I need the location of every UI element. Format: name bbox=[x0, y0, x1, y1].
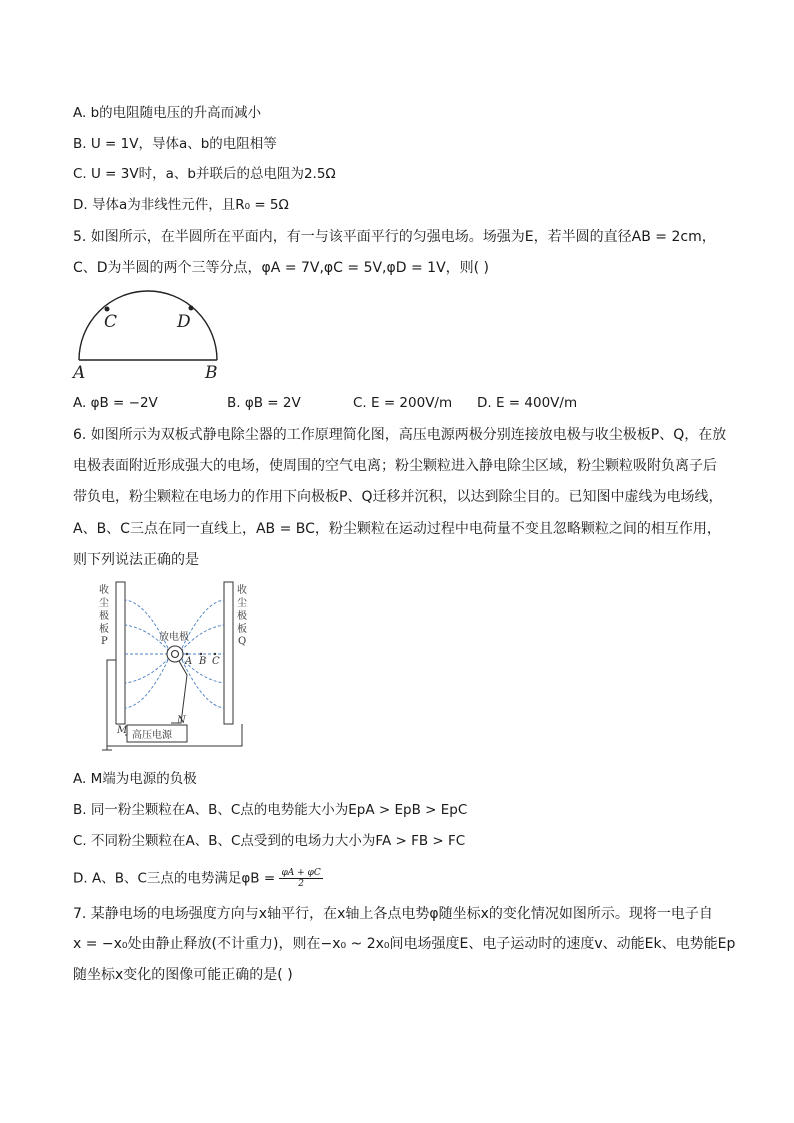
left-plate-label-1: 收 bbox=[99, 585, 109, 596]
q5-stem-line2: C、D为半圆的两个三等分点，φA = 7V,φC = 5V,φD = 1V，则( ) bbox=[73, 260, 490, 276]
fraction-denominator: 2 bbox=[298, 879, 304, 889]
q4-option-d: D. 导体a为非线性元件，且R₀ = 5Ω bbox=[73, 197, 289, 213]
semicircle-arc bbox=[79, 291, 217, 360]
point-c-dot bbox=[214, 653, 216, 655]
left-plate-label-4: 板 bbox=[99, 624, 109, 635]
electrode-label: 放电极 bbox=[159, 632, 189, 643]
q7-stem-line3: 随坐标x变化的图像可能正确的是( ) bbox=[73, 967, 293, 983]
point-b-dot bbox=[200, 653, 202, 655]
q5-semicircle-figure bbox=[70, 290, 230, 382]
q6-precipitator-figure bbox=[90, 580, 260, 752]
q5-option-a: A. φB = −2V bbox=[73, 395, 158, 411]
q6-option-c: C. 不同粉尘颗粒在A、B、C点受到的电场力大小为FA > FB > FC bbox=[73, 833, 466, 849]
terminal-n-label: N bbox=[177, 715, 186, 726]
point-d-dot bbox=[189, 306, 194, 311]
point-a-dot bbox=[186, 653, 188, 655]
q6-stem-line2: 电极表面附近形成强大的电场，使周围的空气电离；粉尘颗粒进入静电除尘区域，粉尘颗粒吸附负离子后 bbox=[73, 458, 717, 474]
q4-option-a: A. b的电阻随电压的升高而减小 bbox=[73, 105, 262, 121]
q6-stem-line4: A、B、C三点在同一直线上，AB = BC，粉尘颗粒在运动过程中电荷量不变且忽略颗粒之间的相互作用， bbox=[73, 521, 721, 537]
left-collector-plate bbox=[116, 582, 125, 724]
discharge-electrode-inner bbox=[172, 651, 179, 658]
q6-option-d bbox=[73, 868, 323, 889]
q7-stem-line1: 7. 某静电场的电场强度方向与x轴平行，在x轴上各点电势φ随坐标x的变化情况如图所示。现将一电子自 bbox=[73, 906, 713, 922]
left-plate-label-3: 极 bbox=[99, 611, 109, 622]
label-a: A bbox=[185, 656, 193, 667]
q5-option-d: D. E = 400V/m bbox=[477, 395, 578, 411]
q7-stem-line2: x = −x₀处由静止释放(不计重力)，则在−x₀ ~ 2x₀间电场强度E、电子运动时的速度v、动能Ek、电势能Ep bbox=[73, 936, 736, 952]
fraction-numerator: φA + φC bbox=[281, 868, 321, 878]
left-plate-label-5: P bbox=[101, 636, 108, 647]
q4-option-b: B. U = 1V，导体a、b的电阻相等 bbox=[73, 136, 277, 152]
q6-option-d-fraction bbox=[279, 868, 322, 889]
q5-option-b: B. φB = 2V bbox=[227, 395, 301, 411]
right-plate-label-5: Q bbox=[238, 636, 247, 647]
label-a: A bbox=[73, 363, 86, 382]
label-b: B bbox=[205, 363, 218, 382]
label-d: D bbox=[177, 312, 191, 332]
q6-option-a: A. M端为电源的负极 bbox=[73, 771, 197, 787]
q4-option-c: C. U = 3V时，a、b并联后的总电阻为2.5Ω bbox=[73, 166, 336, 182]
point-c-dot bbox=[105, 307, 110, 312]
q6-stem-line5: 则下列说法正确的是 bbox=[73, 552, 199, 568]
label-c: C bbox=[212, 656, 220, 667]
terminal-m-label: M bbox=[117, 725, 128, 736]
q5-stem-line1: 5. 如图所示，在半圆所在平面内，有一与该平面平行的匀强电场。场强为E，若半圆的直径AB = 2cm， bbox=[73, 229, 716, 245]
q6-option-d-text: D. A、B、C三点的电势满足φB = bbox=[73, 870, 276, 887]
q6-stem-line1: 6. 如图所示为双板式静电除尘器的工作原理简化图，高压电源两极分别连接放电极与收尘极板P、Q，在放 bbox=[73, 427, 727, 443]
label-b: B bbox=[199, 656, 207, 667]
right-collector-plate bbox=[224, 582, 233, 724]
right-plate-label-3: 极 bbox=[237, 611, 247, 622]
q6-option-b: B. 同一粉尘颗粒在A、B、C点的电势能大小为EpA > EpB > EpC bbox=[73, 802, 468, 818]
right-plate-label-2: 尘 bbox=[237, 598, 247, 609]
left-plate-label-2: 尘 bbox=[99, 598, 109, 609]
right-plate-label-4: 板 bbox=[237, 624, 247, 635]
power-supply-label: 高压电源 bbox=[132, 730, 172, 741]
q6-stem-line3: 带负电，粉尘颗粒在电场力的作用下向极板P、Q迁移并沉积，以达到除尘目的。已知图中虚线为电场线， bbox=[73, 489, 723, 505]
right-plate-label-1: 收 bbox=[237, 585, 247, 596]
label-c: C bbox=[104, 312, 118, 332]
q5-option-c: C. E = 200V/m bbox=[353, 395, 453, 411]
